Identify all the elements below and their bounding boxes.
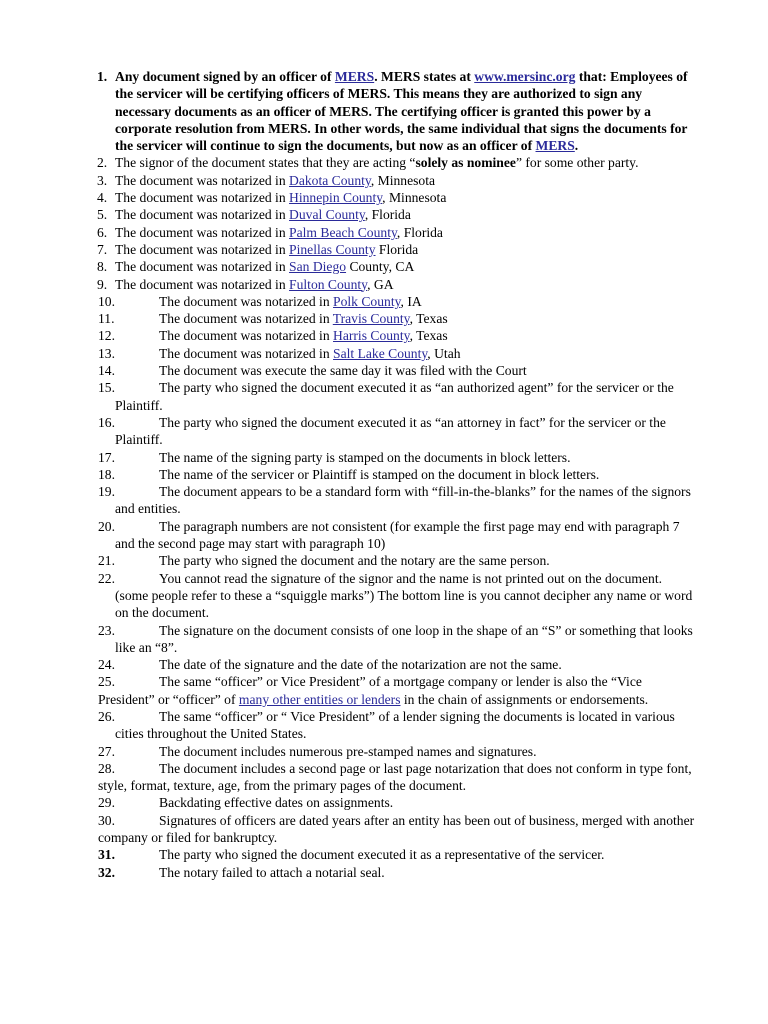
county-link[interactable]: Palm Beach County	[289, 224, 397, 240]
county-link[interactable]: Hinnepin County	[289, 190, 383, 206]
list-item-5	[0, 206, 695, 223]
list-item-9	[0, 276, 695, 293]
item-number: 11.	[98, 311, 115, 327]
document-page	[0, 68, 768, 881]
item-text: The same “officer” or Vice President” of a mortgage company or lender is also the “Vice President” or “officer” of	[98, 674, 642, 707]
item-text: The party who signed the document and the notary are the same person.	[159, 553, 550, 569]
county-link[interactable]: San Diego	[289, 259, 347, 275]
county-link[interactable]: Salt Lake County	[333, 345, 428, 361]
item-number: 3.	[97, 172, 108, 188]
item-number: 16.	[98, 414, 115, 430]
item-number: 22.	[98, 570, 115, 586]
item-number: 19.	[98, 484, 115, 500]
item-number: 27.	[98, 743, 115, 759]
item-number: 2.	[97, 155, 108, 171]
item-text: The notary failed to attach a notarial seal.	[159, 864, 385, 880]
item-text: Florida	[375, 241, 419, 257]
item-number: 29.	[98, 795, 115, 811]
list-item-10	[0, 293, 695, 310]
item-text: The document was notarized in	[115, 259, 290, 275]
list-item-15	[0, 379, 695, 414]
list-item-16	[0, 414, 695, 449]
item-text: , Minnesota	[370, 172, 436, 188]
item-text: , Minnesota	[382, 190, 447, 206]
item-number: 23.	[98, 622, 115, 638]
item-number: 15.	[98, 380, 115, 396]
list-item-2	[0, 154, 695, 171]
item-text: The party who signed the document executed it as a representative of the servicer.	[159, 847, 605, 863]
item-text: The document appears to be a standard form with “fill-in-the-blanks” for the names of the signors and entities.	[115, 484, 691, 517]
item-text: , Florida	[364, 207, 411, 223]
item-text: The name of the signing party is stamped on the documents in block letters.	[159, 449, 571, 465]
county-link[interactable]: Harris County	[333, 328, 410, 344]
list-item-22	[0, 570, 695, 622]
item-text: The signor of the document states that they are acting “	[115, 155, 416, 171]
list-item-29	[0, 794, 695, 811]
item-text: .	[574, 138, 579, 154]
county-link[interactable]: Travis County	[332, 311, 410, 327]
item-text: The party who signed the document executed it as “an authorized agent” for the servicer or the Plaintiff.	[115, 380, 674, 413]
county-link[interactable]: Duval County	[289, 207, 365, 223]
item-number: 12.	[98, 328, 115, 344]
item-number: 24.	[98, 657, 115, 673]
item-text: The document was notarized in	[115, 276, 290, 292]
item-number: 28.	[98, 760, 115, 776]
item-text: The document was notarized in	[115, 207, 290, 223]
list-item-7	[0, 241, 695, 258]
item-number: 1.	[97, 69, 108, 84]
item-text: , Texas	[409, 311, 448, 327]
mersinc-website-link[interactable]: www.mersinc.org	[474, 69, 576, 84]
item-number: 17.	[98, 449, 115, 465]
list-item-32	[0, 864, 695, 881]
item-number: 13.	[98, 345, 115, 361]
list-item-4	[0, 189, 695, 206]
item-text: that: Employees of the servicer will be certifying officers of MERS. This means they are authorized to sign any necessary documents as an officer of MERS. The certifying officer is granted this power by a corporate resolution from MERS. In other words, the same individual that signs the documents for the servicer will continue to sign the documents, but now as an officer of	[115, 69, 688, 154]
item-text: The party who signed the document executed it as “an attorney in fact” for the servicer or the Plaintiff.	[115, 414, 666, 448]
list-item-28	[0, 760, 695, 795]
list-item-19	[0, 483, 695, 518]
item-text: Signatures of officers are dated years after an entity has been out of business, merged with another company or filed for bankruptcy.	[98, 812, 695, 846]
item-text: The document was notarized in	[115, 172, 290, 188]
county-link[interactable]: Pinellas County	[289, 241, 376, 257]
item-number: 4.	[97, 190, 108, 206]
county-link[interactable]: Dakota County	[289, 172, 371, 188]
list-item-27	[0, 743, 695, 760]
item-text: The document was notarized in	[115, 190, 290, 206]
item-text: , GA	[367, 276, 394, 292]
item-text: The paragraph numbers are not consistent (for example the first page may end with paragraph 7 and the second page may start with paragraph 10)	[115, 518, 680, 552]
item-text: The document was execute the same day it was filed with the Court	[159, 363, 527, 379]
list-item-12	[0, 327, 695, 344]
list-item-17	[0, 449, 695, 466]
item-number: 7.	[97, 241, 108, 257]
item-text: Any document signed by an officer of	[115, 69, 335, 84]
item-text: in the chain of assignments or endorsements.	[400, 691, 649, 707]
item-text: The document was notarized in	[159, 328, 334, 344]
item-text: The document was notarized in	[115, 224, 290, 240]
list-item-23	[0, 622, 695, 657]
item-number: 14.	[98, 363, 115, 379]
list-item-8	[0, 258, 695, 275]
item-number: 18.	[98, 466, 115, 482]
item-number: 25.	[98, 674, 115, 690]
list-item-25	[0, 673, 695, 708]
list-item-1	[0, 68, 695, 154]
list-item-11	[0, 310, 695, 327]
item-text: The name of the servicer or Plaintiff is stamped on the document in block letters.	[159, 466, 600, 482]
list-item-18	[0, 466, 695, 483]
list-item-24	[0, 656, 695, 673]
bold-phrase: solely as nominee	[415, 155, 516, 171]
item-text: County, CA	[346, 259, 415, 275]
mers-link[interactable]: MERS	[535, 138, 575, 154]
item-number: 21.	[98, 553, 115, 569]
list-item-20	[0, 518, 695, 553]
item-text: , IA	[400, 293, 422, 309]
list-item-13	[0, 345, 695, 362]
list-item-31	[0, 846, 695, 863]
item-text: The document includes numerous pre-stamped names and signatures.	[159, 743, 537, 759]
item-number: 30.	[98, 812, 115, 828]
item-number: 32.	[98, 864, 115, 880]
list-item-3	[0, 172, 695, 189]
list-item-14	[0, 362, 695, 379]
list-item-26	[0, 708, 695, 743]
item-text: The document was notarized in	[159, 311, 333, 327]
item-text: The date of the signature and the date of the notarization are not the same.	[159, 657, 562, 673]
item-text: The signature on the document consists of one loop in the shape of an “S” or something that looks like an “8”.	[115, 622, 693, 655]
item-text: Backdating effective dates on assignments.	[159, 795, 394, 811]
list-item-6	[0, 224, 695, 241]
item-text: The document was notarized in	[159, 345, 334, 361]
item-text: , Florida	[396, 224, 443, 240]
item-text: ” for some other party.	[515, 155, 639, 171]
item-text: The document includes a second page or last page notarization that does not conform in type font, style, format, texture, age, from the primary pages of the document.	[98, 760, 692, 794]
item-text: The same “officer” or “ Vice President” of a lender signing the documents is located in various cities throughout the United States.	[115, 708, 675, 742]
item-number: 31.	[98, 847, 115, 863]
item-number: 9.	[97, 276, 108, 292]
item-number: 10.	[98, 293, 115, 309]
other-entities-link[interactable]: many other entities or lenders	[238, 691, 401, 707]
list-item-30	[0, 812, 695, 847]
mers-link[interactable]: MERS	[334, 69, 375, 84]
item-number: 8.	[97, 259, 108, 275]
list-item-21	[0, 552, 695, 569]
item-number: 20.	[98, 518, 115, 534]
item-text: The document was notarized in	[115, 241, 290, 257]
county-link[interactable]: Fulton County	[289, 276, 368, 292]
item-number: 5.	[97, 207, 108, 223]
item-text: The document was notarized in	[159, 293, 334, 309]
county-link[interactable]: Polk County	[333, 293, 401, 309]
item-number: 26.	[98, 708, 115, 724]
item-text: . MERS states at	[374, 69, 475, 84]
item-text: , Utah	[427, 345, 461, 361]
item-number: 6.	[97, 224, 108, 240]
item-text: , Texas	[409, 328, 448, 344]
item-text: You cannot read the signature of the signor and the name is not printed out on the document. (some people refer to these a “squiggle marks”) The bottom line is you cannot decipher any name or word on the document.	[115, 570, 693, 621]
